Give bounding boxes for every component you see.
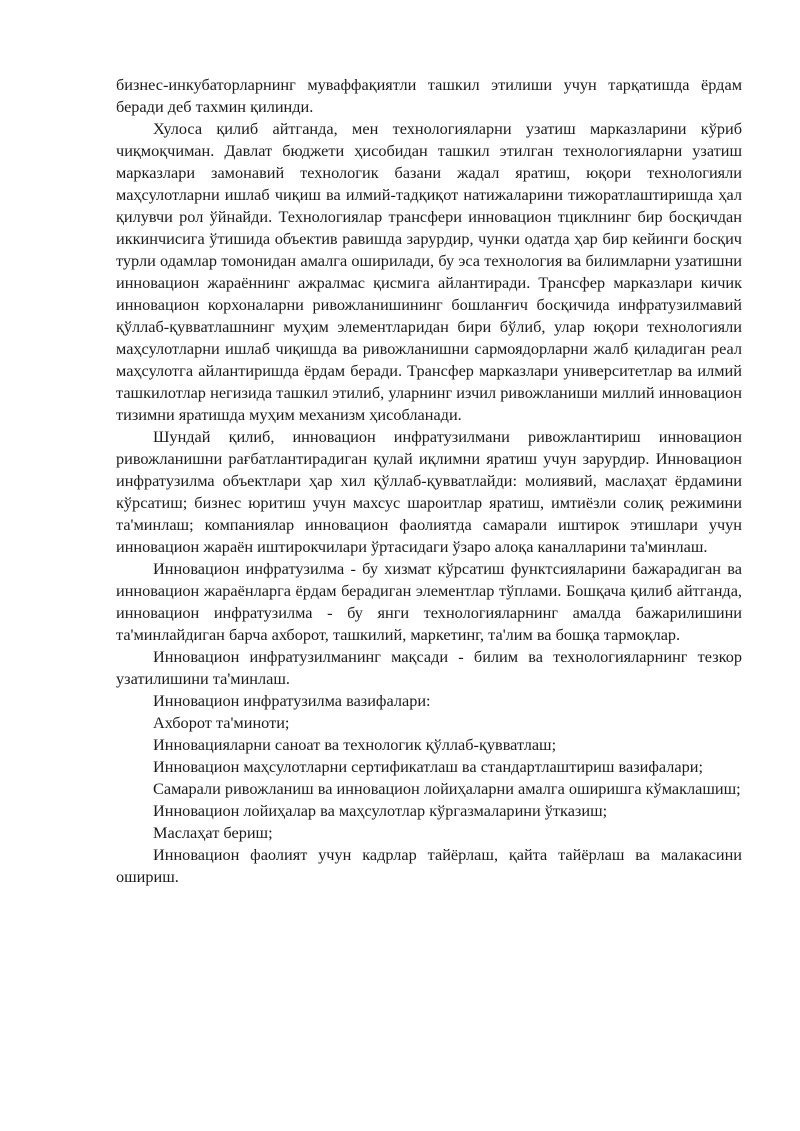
- list-item: Маслаҳат бериш;: [153, 823, 273, 842]
- list-item: Ахборот та'миноти;: [153, 713, 290, 732]
- list-item: Инновацион фаолият учун кадрлар тайёрлаш, қайта тайёрлаш ва малакасини ошириш.: [116, 845, 742, 886]
- paragraph-tasks-heading: Инновацион инфратузилма вазифалари:: [153, 691, 431, 710]
- list-item: Инновацион лойиҳалар ва маҳсулотлар кўргазмаларини ўтказиш;: [153, 801, 608, 820]
- paragraph-infrastructure-goal: Инновацион инфратузилманинг мақсади - билим ва технологияларнинг тезкор узатилишини та'минлаш.: [116, 647, 742, 688]
- list-item: Инновацион маҳсулотларни сертификатлаш ва стандартлаштириш вазифалари;: [153, 757, 703, 776]
- document-page: [116, 74, 742, 888]
- list-item: Инновацияларни саноат ва технологик қўллаб-қувватлаш;: [153, 735, 557, 754]
- paragraph-continuation: бизнес-инкубаторларнинг муваффақиятли ташкил этилиши учун тарқатишда ёрдам беради деб тахмин қилинди.: [116, 75, 742, 116]
- paragraph-innovation-infrastructure: Шундай қилиб, инновацион инфратузилмани ривожлантириш инновацион ривожланишни рағбатлантирадиган қулай иқлимни яратиш учун зарурдир. Инновацион инфратузилма объектлари ҳар хил қўллаб-қувватлайди: молиявий, маслаҳат ёрдамини кўрсатиш; бизнес юритиш учун махсус шароитлар яратиш, имтиёзли солиқ режимини та'минлаш; компаниялар инновацион фаолиятда самарали иштирок этишлари учун инновацион жараён иштирокчилари ўртасидаги ўзаро алоқа каналларини та'минлаш.: [116, 427, 742, 556]
- list-item: Самарали ривожланиш ва инновацион лойиҳаларни амалга оширишга кўмаклашиш;: [153, 779, 741, 798]
- paragraph-infrastructure-definition: Инновацион инфратузилма - бу хизмат кўрсатиш функтсияларини бажарадиган ва инновацион жараёнларга ёрдам берадиган элементлар тўплами. Бошқача қилиб айтганда, инновацион инфратузилма - бу янги технологияларнинг амалда бажарилишини та'минлайдиган барча ахборот, ташкилий, маркетинг, та'лим ва бошқа тармоқлар.: [116, 559, 742, 644]
- paragraph-conclusion-transfer-centers: Хулоса қилиб айтганда, мен технологияларни узатиш марказларини кўриб чиқмоқчиман. Давлат бюджети ҳисобидан ташкил этилган технологияларни узатиш марказлари замонавий технологик базани жадал яратиш, юқори технологияли маҳсулотларни ишлаб чиқиш ва илмий-тадқиқот натижаларини тижоратлаштиришда ҳал қилувчи рол ўйнайди. Технологиялар трансфери инновацион тциклнинг бир босқичдан иккинчисига ўтишида объектив равишда зарурдир, чунки одатда ҳар бир кейинги босқич турли одамлар томонидан амалга оширилади, бу эса технология ва билимларни узатишни инновацион жараённинг ажралмас қисмига айлантиради. Трансфер марказлари кичик инновацион корхоналарни ривожланишининг бошланғич босқичида инфратузилмавий қўллаб-қувватлашнинг муҳим элементларидан бири бўлиб, улар юқори технологияли маҳсулотларни ишлаб чиқишда ва ривожланишни сармоядорларни жалб қиладиган реал маҳсулотга айлантиришда ёрдам беради. Трансфер марказлари университетлар ва илмий ташкилотлар негизида ташкил этилиб, уларнинг изчил ривожланиши миллий инновацион тизимни яратишда муҳим механизм ҳисобланади.: [116, 119, 742, 424]
